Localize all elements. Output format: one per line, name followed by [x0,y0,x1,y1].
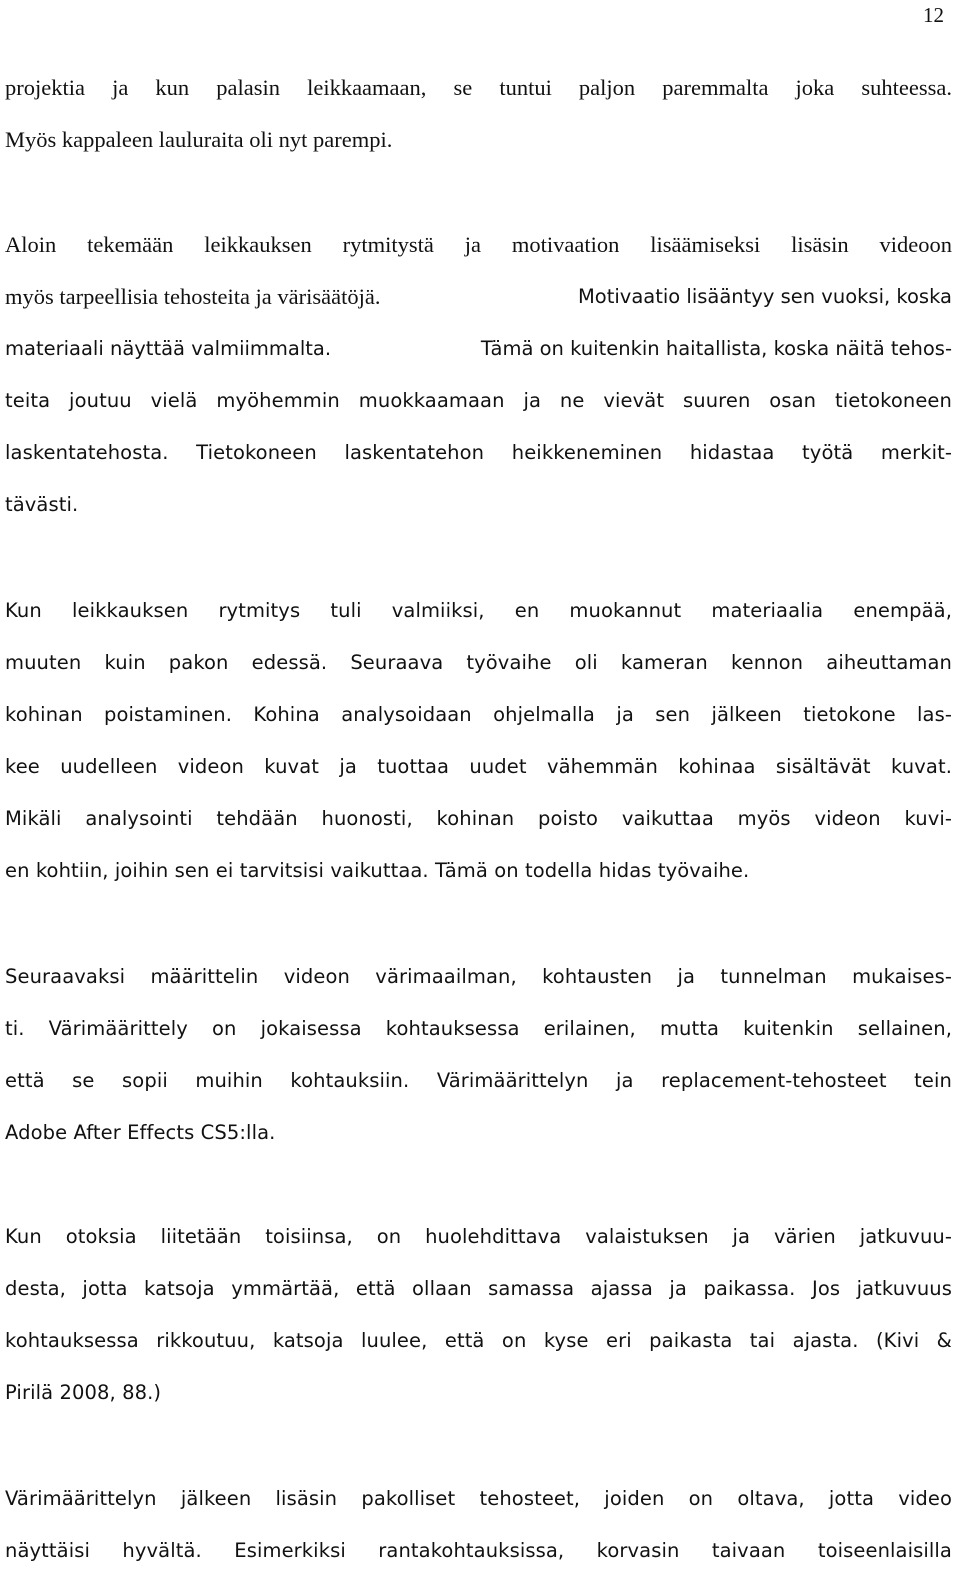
paragraph-5-line-4: Pirilä 2008, 88.) [5,1381,162,1404]
paragraph-1-line-2: Myös kappaleen lauluraita oli nyt parempi. [5,127,393,152]
paragraph-2-line-4: teita joutuu vielä myöhemmin muokkaamaan ja ne vievät suuren osan tietokoneen [5,389,952,412]
paragraph-2-line-2-sans-part: Motivaatio lisääntyy sen vuoksi, koska [571,285,952,308]
page-number: 12 [923,3,944,27]
paragraph-5-line-3: kohtauksessa rikkoutuu, katsoja luulee, että on kyse eri paikasta tai ajasta. (Kivi & [5,1329,952,1352]
paragraph-3-line-6: en kohtiin, joihin sen ei tarvitsisi vaikuttaa. Tämä on todella hidas työvaihe. [5,859,750,882]
paragraph-2-line-6: tävästi. [5,493,79,516]
paragraph-5-line-2: desta, jotta katsoja ymmärtää, että ollaan samassa ajassa ja paikassa. Jos jatkuvuus [5,1277,952,1300]
paragraph-3-line-2: muuten kuin pakon edessä. Seuraava työvaihe oli kameran kennon aiheuttaman [5,651,952,674]
paragraph-6-line-1: Värimäärittelyn jälkeen lisäsin pakolliset tehosteet, joiden on oltava, jotta video [5,1487,952,1510]
paragraph-1-line-1: projektia ja kun palasin leikkaamaan, se tuntui paljon paremmalta joka suhteessa. [5,75,952,100]
paragraph-3-line-3: kohinan poistaminen. Kohina analysoidaan ohjelmalla ja sen jälkeen tietokone las- [5,703,952,726]
paragraph-3-line-5: Mikäli analysointi tehdään huonosti, kohinan poisto vaikuttaa myös videon kuvi- [5,807,952,830]
paragraph-2-line-3-second-part: Tämä on kuitenkin haitallista, koska näitä tehos- [474,337,952,360]
paragraph-2-line-2-serif-part: myös tarpeellisia tehosteita ja värisäätöjä. [5,284,381,309]
paragraph-4-line-1: Seuraavaksi määrittelin videon värimaailman, kohtausten ja tunnelman mukaises- [5,965,952,988]
paragraph-2-line-1: Aloin tekemään leikkauksen rytmitystä ja motivaation lisäämiseksi lisäsin videoon [5,232,952,257]
paragraph-4-line-3: että se sopii muihin kohtauksiin. Värimäärittelyn ja replacement-tehosteet tein [5,1069,952,1092]
paragraph-2-line-3-first-part: materiaali näyttää valmiimmalta. [5,337,332,360]
paragraph-4-line-2: ti. Värimäärittely on jokaisessa kohtauksessa erilainen, mutta kuitenkin sellainen, [5,1017,952,1040]
paragraph-2-line-5: laskentatehosta. Tietokoneen laskentatehon heikkeneminen hidastaa työtä merkit- [5,441,952,464]
paragraph-3-line-4: kee uudelleen videon kuvat ja tuottaa uudet vähemmän kohinaa sisältävät kuvat. [5,755,952,778]
paragraph-2-line-2 [5,271,952,323]
paragraph-6-line-2: näyttäisi hyvältä. Esimerkiksi rantakohtauksissa, korvasin taivaan toiseenlaisilla [5,1539,952,1562]
paragraph-4-line-4: Adobe After Effects CS5:lla. [5,1121,276,1144]
paragraph-5-line-1: Kun otoksia liitetään toisiinsa, on huolehdittava valaistuksen ja värien jatkuvuu- [5,1225,952,1248]
paragraph-3-line-1: Kun leikkauksen rytmitys tuli valmiiksi, en muokannut materiaalia enempää, [5,599,952,622]
paragraph-2-line-3 [5,323,952,375]
